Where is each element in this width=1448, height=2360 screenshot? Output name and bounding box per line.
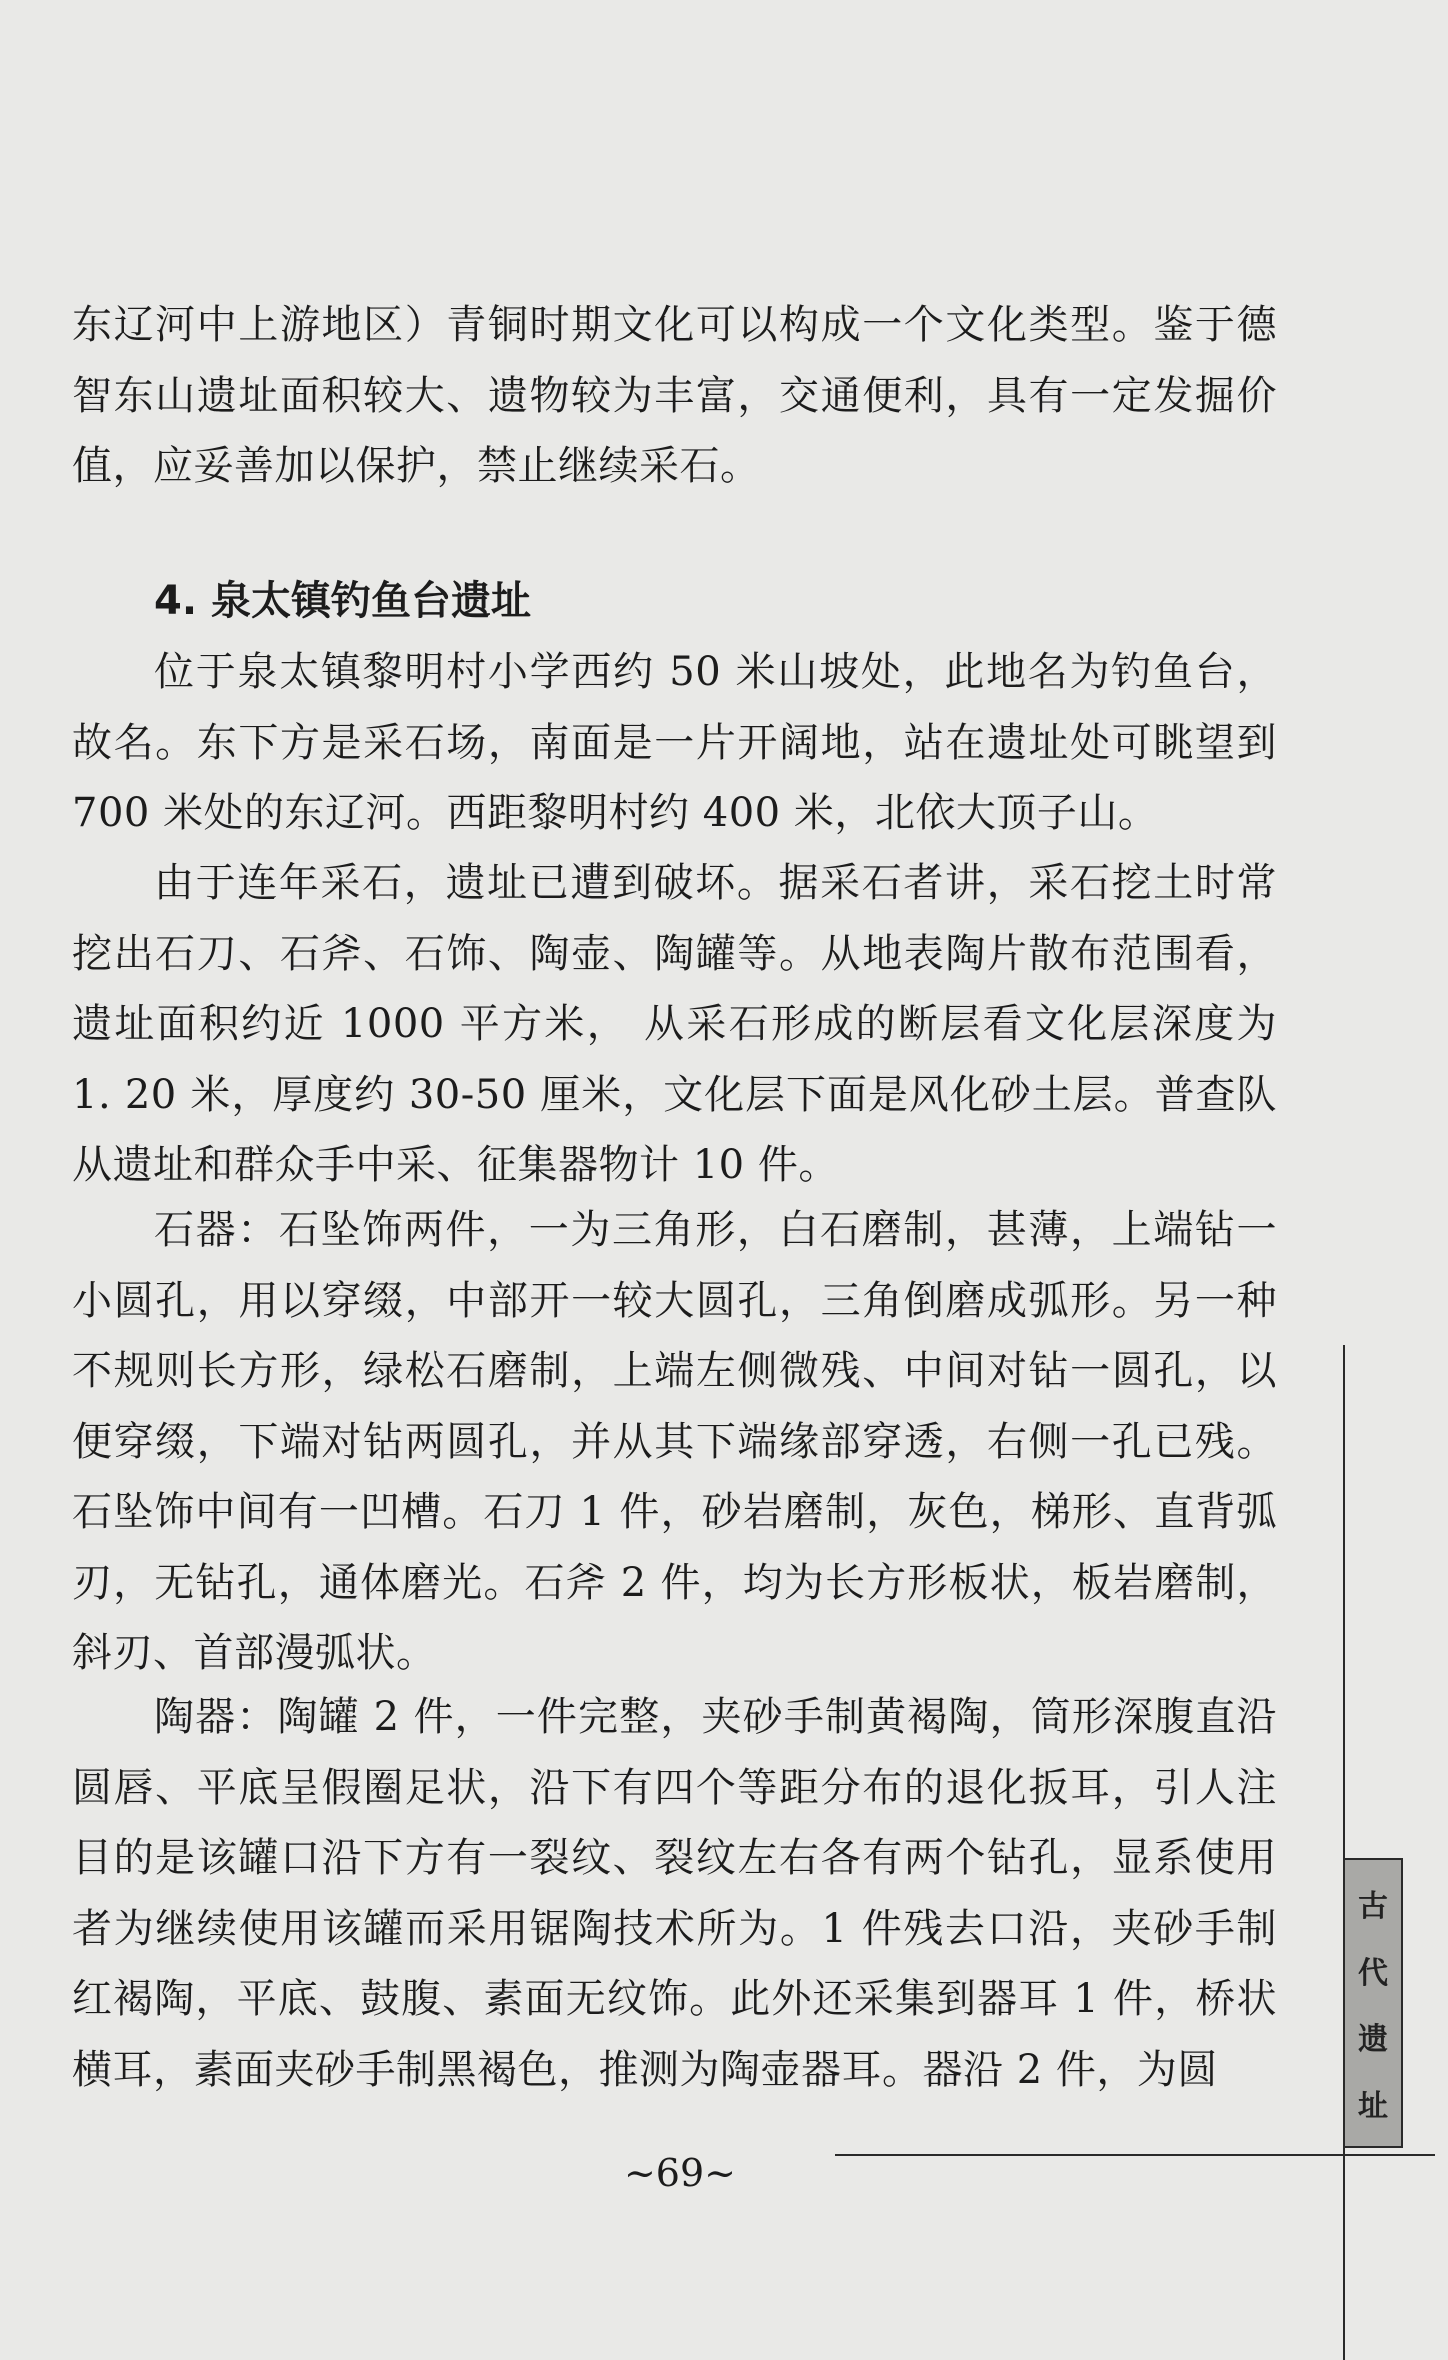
paragraph-2: 位于泉太镇黎明村小学西约 50 米山坡处，此地名为钓鱼台，故名。东下方是采石场，南面是一片开阔地，站在遗址处可眺望到 700 米处的东辽河。西距黎明村约 400 米，北依大顶子山。 (72, 649, 1277, 836)
paragraph-4: 石器：石坠饰两件，一为三角形，白石磨制，甚薄，上端钻一小圆孔，用以穿缀，中部开一较大圆孔，三角倒磨成弧形。另一种不规则长方形，绿松石磨制，上端左侧微残、中间对钻一圆孔，以便穿缀，下端对钻两圆孔，并从其下端缘部穿透，右侧一孔已残。石坠饰中间有一凹槽。石刀 1 件，砂岩磨制，灰色，梯形、直背弧刃，无钻孔，通体磨光。石斧 2 件，均为长方形板状，板岩磨制，斜刃、首部漫弧状。 (72, 1207, 1277, 1676)
side-tab-char: 址 (1358, 2088, 1388, 2124)
side-tab-rule (1343, 1345, 1345, 2360)
page-number: ~69~ (623, 2151, 737, 2195)
side-tab-char: 遗 (1358, 2022, 1388, 2058)
section-heading: 4. 泉太镇钓鱼台遗址 (154, 578, 531, 624)
side-tab-char: 古 (1358, 1889, 1388, 1925)
paragraph-1: 东辽河中上游地区）青铜时期文化可以构成一个文化类型。鉴于德智东山遗址面积较大、遗物较为丰富，交通便利，具有一定发掘价值，应妥善加以保护，禁止继续采石。 (72, 302, 1277, 489)
side-tab (1343, 1858, 1403, 2148)
side-tab-char: 代 (1358, 1955, 1388, 1991)
paragraph-3: 由于连年采石，遗址已遭到破坏。据采石者讲，采石挖土时常挖出石刀、石斧、石饰、陶壶、陶罐等。从地表陶片散布范围看，遗址面积约近 1000 平方米， 从采石形成的断层看文化层深度为 1. 20 米，厚度约 30-50 厘米，文化层下面是风化砂土层。普查队从遗址和群众手中采、征集器物计 10 件。 (72, 860, 1277, 1188)
paragraph-5: 陶器：陶罐 2 件，一件完整，夹砂手制黄褐陶，筒形深腹直沿圆唇、平底呈假圈足状，沿下有四个等距分布的退化扳耳，引人注目的是该罐口沿下方有一裂纹、裂纹左右各有两个钻孔，显系使用者为继续使用该罐而采用锯陶技术所为。1 件残去口沿，夹砂手制红褐陶，平底、鼓腹、素面无纹饰。此外还采集到器耳 1 件，桥状横耳，素面夹砂手制黑褐色，推测为陶壶器耳。器沿 2 件，为圆 (72, 1694, 1277, 2093)
